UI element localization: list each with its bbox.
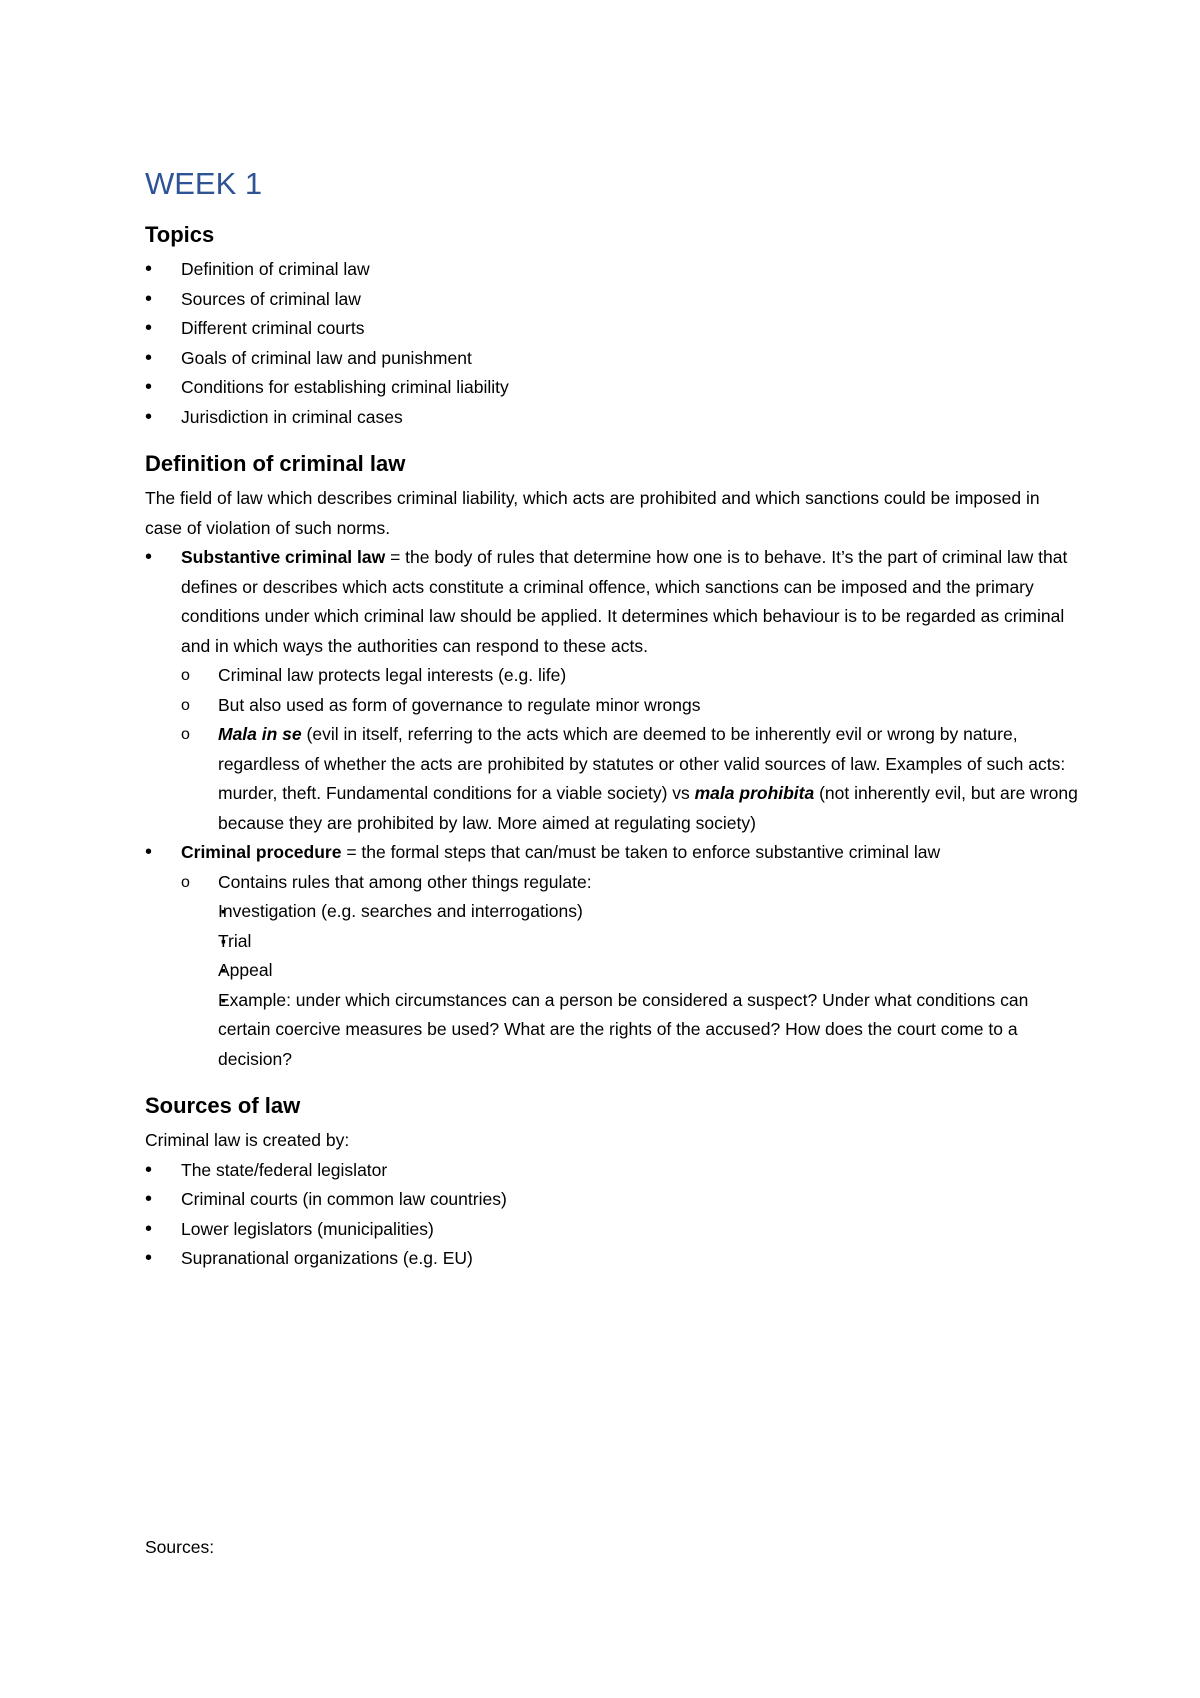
sources-list	[145, 1156, 1080, 1274]
definition-heading: Definition of criminal law	[145, 451, 406, 476]
topics-heading: Topics	[145, 222, 215, 247]
list-item: • Goals of criminal law and punishment	[145, 344, 1080, 374]
mala-in-se-term: Mala in se	[218, 724, 302, 744]
procedure-sublist	[145, 868, 1080, 898]
mala-in-se-item	[145, 720, 1080, 838]
substantive-sublist	[145, 661, 1080, 838]
sources-heading: Sources of law	[145, 1093, 301, 1118]
list-item: • Different criminal courts	[145, 314, 1080, 344]
list-item: • Jurisdiction in criminal cases	[145, 403, 1080, 433]
list-item: • Definition of criminal law	[145, 255, 1080, 285]
substantive-law-term: Substantive criminal law	[181, 547, 386, 567]
list-item: o Contains rules that among other things regulate:	[145, 868, 1080, 898]
procedure-list	[145, 838, 1080, 868]
substantive-law-text: = the body of rules that determine how one is to behave. It’s the part of criminal law that defines or describes which acts constitute a criminal offence, which sanctions can be imposed and the primary conditions under which criminal law should be applied. It determines which behaviour is to be regarded as criminal and in which ways the authorities can respond to these acts.	[181, 547, 1068, 656]
list-item: • Lower legislators (municipalities)	[145, 1215, 1080, 1245]
list-item: ▪ Example: under which circumstances can a person be considered a suspect? Under what conditions can certain coercive measures be used? What are the rights of the accused? How does the court come to a decision?	[108, 986, 1080, 1075]
criminal-procedure-text: = the formal steps that can/must be taken to enforce substantive criminal law	[341, 842, 941, 862]
footer-sources-label: Sources:	[145, 1537, 215, 1557]
procedure-rules-list	[108, 897, 1080, 1074]
list-item: o But also used as form of governance to regulate minor wrongs	[145, 691, 1080, 721]
page-title: WEEK 1	[145, 166, 263, 201]
topics-list	[145, 255, 1080, 432]
substantive-law-item	[145, 543, 1080, 661]
sources-intro: Criminal law is created by:	[145, 1130, 350, 1150]
mala-prohibita-term: mala prohibita	[694, 783, 815, 803]
list-item: • The state/federal legislator	[145, 1156, 1080, 1186]
list-item: ▪ Trial	[108, 927, 1080, 957]
criminal-procedure-item	[145, 838, 1080, 868]
list-item: • Supranational organizations (e.g. EU)	[145, 1244, 1080, 1274]
list-item: o Criminal law protects legal interests (e.g. life)	[145, 661, 1080, 691]
definition-intro: The field of law which describes criminal liability, which acts are prohibited and which sanctions could be imposed in case of violation of such norms.	[145, 488, 1040, 538]
definition-list	[145, 543, 1080, 661]
criminal-procedure-term: Criminal procedure	[181, 842, 342, 862]
list-item: • Conditions for establishing criminal liability	[145, 373, 1080, 403]
list-item: • Sources of criminal law	[145, 285, 1080, 315]
mala-prohibita-text: (not inherently evil, but are wrong because they are prohibited by law. More aimed at regulating society)	[218, 783, 1078, 833]
list-item: ▪ Investigation (e.g. searches and interrogations)	[108, 897, 1080, 927]
list-item: • Criminal courts (in common law countries)	[145, 1185, 1080, 1215]
list-item: ▪ Appeal	[108, 956, 1080, 986]
mala-in-se-text: (evil in itself, referring to the acts which are deemed to be inherently evil or wrong by nature, regardless of whether the acts are prohibited by statutes or other valid sources of law. Examples of such acts: murder, theft. Fundamental conditions for a viable society) vs	[218, 724, 1066, 803]
